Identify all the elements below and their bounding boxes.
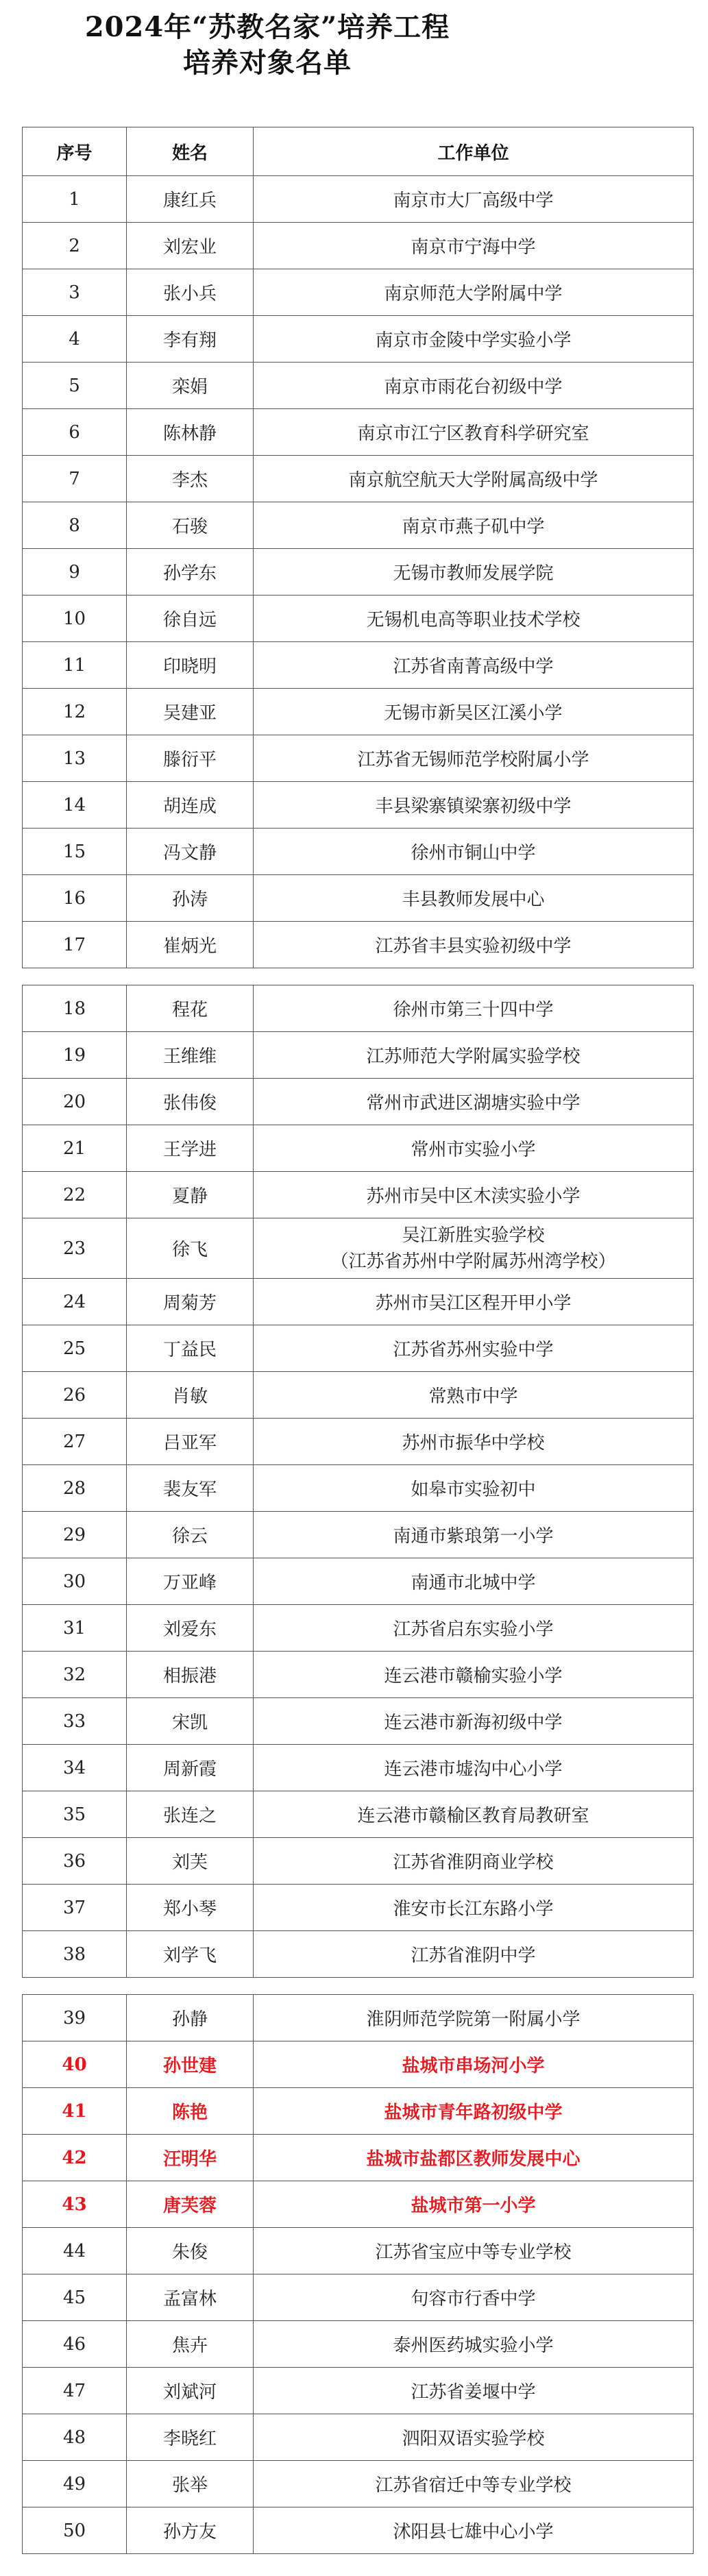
work-unit-line-1: 吴江新胜实验学校	[402, 1225, 545, 1246]
table-row	[23, 1838, 694, 1885]
table-row	[23, 409, 694, 456]
header-serial-number: 序号	[23, 127, 127, 176]
table-row	[23, 1995, 694, 2041]
cell-name: 张举	[127, 2461, 254, 2507]
cell-name: 胡连成	[127, 782, 254, 829]
cell-name: 陈林静	[127, 409, 254, 456]
table-row	[23, 502, 694, 549]
cell-name: 焦卉	[127, 2321, 254, 2368]
cell-name: 夏静	[127, 1172, 254, 1218]
cell-name: 李有翔	[127, 316, 254, 363]
table-row	[23, 2228, 694, 2274]
cell-work-unit: 沭阳县七雄中心小学	[254, 2507, 694, 2554]
table-row	[23, 1465, 694, 1512]
cell-work-unit: 句容市行香中学	[254, 2274, 694, 2321]
cell-serial-number: 39	[23, 1995, 127, 2041]
cell-name: 康红兵	[127, 176, 254, 223]
page-subtitle: 培养对象名单	[183, 47, 352, 79]
cell-name: 肖敏	[127, 1372, 254, 1419]
cell-serial-number: 46	[23, 2321, 127, 2368]
cell-name: 崔炳光	[127, 922, 254, 968]
cell-name: 陈艳	[127, 2088, 254, 2135]
roster-table-part-1	[22, 127, 694, 968]
page-title: 2024年“苏教名家”培养工程	[84, 11, 450, 43]
table-row	[23, 1791, 694, 1838]
roster-table-part-3	[22, 1994, 694, 2554]
cell-name: 孙世建	[127, 2041, 254, 2088]
table-row	[23, 1372, 694, 1419]
table-row	[23, 2041, 694, 2088]
table-row	[23, 1931, 694, 1978]
cell-name: 万亚峰	[127, 1558, 254, 1605]
cell-work-unit: 南京市大厂高级中学	[254, 176, 694, 223]
cell-serial-number: 16	[23, 875, 127, 922]
cell-work-unit: 盐城市第一小学	[254, 2181, 694, 2228]
table-row	[23, 689, 694, 735]
cell-serial-number: 40	[23, 2041, 127, 2088]
cell-work-unit: 苏州市振华中学校	[254, 1419, 694, 1465]
cell-work-unit: 常州市武进区湖塘实验中学	[254, 1079, 694, 1125]
cell-name: 宋凯	[127, 1698, 254, 1745]
table-row	[23, 2274, 694, 2321]
cell-serial-number: 19	[23, 1032, 127, 1079]
table-row	[23, 2321, 694, 2368]
cell-serial-number: 45	[23, 2274, 127, 2321]
cell-work-unit	[254, 1218, 694, 1279]
cell-work-unit: 苏州市吴中区木渎实验小学	[254, 1172, 694, 1218]
cell-work-unit: 南京市江宁区教育科学研究室	[254, 409, 694, 456]
cell-serial-number: 44	[23, 2228, 127, 2274]
work-unit-line-2: （江苏省苏州中学附属苏州湾学校）	[330, 1251, 616, 1272]
cell-name: 程花	[127, 985, 254, 1032]
cell-name: 孟富林	[127, 2274, 254, 2321]
cell-serial-number: 34	[23, 1745, 127, 1791]
cell-serial-number: 26	[23, 1372, 127, 1419]
header-work-unit: 工作单位	[254, 127, 694, 176]
table-row	[23, 2368, 694, 2414]
table-header-row	[23, 127, 694, 176]
cell-work-unit: 徐州市铜山中学	[254, 829, 694, 875]
cell-serial-number: 43	[23, 2181, 127, 2228]
cell-work-unit: 盐城市盐都区教师发展中心	[254, 2135, 694, 2181]
cell-serial-number: 12	[23, 689, 127, 735]
cell-work-unit: 淮安市长江东路小学	[254, 1885, 694, 1931]
cell-work-unit: 南通市北城中学	[254, 1558, 694, 1605]
table-row	[23, 223, 694, 269]
cell-serial-number: 14	[23, 782, 127, 829]
cell-name: 张伟俊	[127, 1079, 254, 1125]
cell-serial-number: 1	[23, 176, 127, 223]
table-row	[23, 1325, 694, 1372]
cell-name: 刘爱东	[127, 1605, 254, 1652]
cell-name: 印晓明	[127, 642, 254, 689]
cell-name: 朱俊	[127, 2228, 254, 2274]
cell-serial-number: 28	[23, 1465, 127, 1512]
cell-name: 徐云	[127, 1512, 254, 1558]
cell-name: 裴友军	[127, 1465, 254, 1512]
cell-serial-number: 18	[23, 985, 127, 1032]
cell-work-unit: 无锡机电高等职业技术学校	[254, 596, 694, 642]
roster-table-part-2	[22, 985, 694, 1978]
table-row	[23, 1885, 694, 1931]
table-row	[23, 549, 694, 596]
cell-serial-number: 13	[23, 735, 127, 782]
cell-serial-number: 29	[23, 1512, 127, 1558]
cell-serial-number: 41	[23, 2088, 127, 2135]
cell-name: 孙静	[127, 1995, 254, 2041]
cell-work-unit: 南京市金陵中学实验小学	[254, 316, 694, 363]
cell-name: 刘学飞	[127, 1931, 254, 1978]
cell-name: 吴建亚	[127, 689, 254, 735]
cell-serial-number: 4	[23, 316, 127, 363]
cell-serial-number: 49	[23, 2461, 127, 2507]
cell-serial-number: 32	[23, 1652, 127, 1698]
cell-work-unit: 盐城市青年路初级中学	[254, 2088, 694, 2135]
cell-name: 孙方友	[127, 2507, 254, 2554]
cell-work-unit: 丰县梁寨镇梁寨初级中学	[254, 782, 694, 829]
cell-work-unit: 江苏省宝应中等专业学校	[254, 2228, 694, 2274]
cell-serial-number: 35	[23, 1791, 127, 1838]
cell-serial-number: 17	[23, 922, 127, 968]
cell-serial-number: 20	[23, 1079, 127, 1125]
cell-serial-number: 27	[23, 1419, 127, 1465]
cell-name: 冯文静	[127, 829, 254, 875]
cell-work-unit: 泗阳双语实验学校	[254, 2414, 694, 2461]
cell-serial-number: 42	[23, 2135, 127, 2181]
table-row	[23, 1125, 694, 1172]
table-row	[23, 1558, 694, 1605]
table-row	[23, 875, 694, 922]
cell-serial-number: 10	[23, 596, 127, 642]
table-row	[23, 1419, 694, 1465]
table-row	[23, 1605, 694, 1652]
table-row	[23, 985, 694, 1032]
cell-work-unit: 常熟市中学	[254, 1372, 694, 1419]
cell-work-unit: 苏州市吴江区程开甲小学	[254, 1279, 694, 1325]
cell-work-unit: 江苏省丰县实验初级中学	[254, 922, 694, 968]
cell-work-unit: 南京市雨花台初级中学	[254, 363, 694, 409]
cell-work-unit: 南京师范大学附属中学	[254, 269, 694, 316]
table-row	[23, 2135, 694, 2181]
cell-work-unit: 江苏省宿迁中等专业学校	[254, 2461, 694, 2507]
cell-work-unit: 无锡市新吴区江溪小学	[254, 689, 694, 735]
cell-work-unit: 丰县教师发展中心	[254, 875, 694, 922]
cell-work-unit: 徐州市第三十四中学	[254, 985, 694, 1032]
table-row	[23, 782, 694, 829]
cell-serial-number: 22	[23, 1172, 127, 1218]
table-row	[23, 2507, 694, 2554]
cell-serial-number: 31	[23, 1605, 127, 1652]
table-row	[23, 1032, 694, 1079]
table-row	[23, 2088, 694, 2135]
cell-name: 徐自远	[127, 596, 254, 642]
table-row	[23, 2181, 694, 2228]
cell-name: 张连之	[127, 1791, 254, 1838]
cell-work-unit: 连云港市赣榆实验小学	[254, 1652, 694, 1698]
cell-serial-number: 47	[23, 2368, 127, 2414]
cell-name: 吕亚军	[127, 1419, 254, 1465]
table-row	[23, 316, 694, 363]
table-row	[23, 1279, 694, 1325]
header-name: 姓名	[127, 127, 254, 176]
table-row	[23, 269, 694, 316]
cell-serial-number: 37	[23, 1885, 127, 1931]
cell-name: 刘斌河	[127, 2368, 254, 2414]
cell-serial-number: 23	[23, 1218, 127, 1279]
cell-serial-number: 50	[23, 2507, 127, 2554]
cell-work-unit: 江苏省淮阴商业学校	[254, 1838, 694, 1885]
table-row	[23, 1218, 694, 1279]
cell-serial-number: 6	[23, 409, 127, 456]
cell-serial-number: 38	[23, 1931, 127, 1978]
cell-work-unit: 淮阴师范学院第一附属小学	[254, 1995, 694, 2041]
cell-work-unit: 常州市实验小学	[254, 1125, 694, 1172]
cell-work-unit: 江苏省南菁高级中学	[254, 642, 694, 689]
cell-serial-number: 15	[23, 829, 127, 875]
cell-serial-number: 7	[23, 456, 127, 502]
table-row	[23, 456, 694, 502]
table-row	[23, 596, 694, 642]
cell-serial-number: 2	[23, 223, 127, 269]
cell-name: 石骏	[127, 502, 254, 549]
cell-serial-number: 11	[23, 642, 127, 689]
cell-name: 滕衍平	[127, 735, 254, 782]
cell-serial-number: 24	[23, 1279, 127, 1325]
table-row	[23, 922, 694, 968]
table-row	[23, 1745, 694, 1791]
cell-work-unit: 江苏省淮阴中学	[254, 1931, 694, 1978]
cell-name: 周新霞	[127, 1745, 254, 1791]
cell-serial-number: 30	[23, 1558, 127, 1605]
cell-name: 徐飞	[127, 1218, 254, 1279]
table-row	[23, 1652, 694, 1698]
cell-serial-number: 25	[23, 1325, 127, 1372]
cell-work-unit: 南通市紫琅第一小学	[254, 1512, 694, 1558]
table-row	[23, 363, 694, 409]
cell-name: 丁益民	[127, 1325, 254, 1372]
table-row	[23, 1512, 694, 1558]
table-row	[23, 2414, 694, 2461]
cell-name: 周菊芳	[127, 1279, 254, 1325]
cell-work-unit: 连云港市墟沟中心小学	[254, 1745, 694, 1791]
cell-name: 刘芙	[127, 1838, 254, 1885]
cell-name: 相振港	[127, 1652, 254, 1698]
cell-name: 郑小琴	[127, 1885, 254, 1931]
cell-work-unit: 无锡市教师发展学院	[254, 549, 694, 596]
cell-work-unit: 江苏师范大学附属实验学校	[254, 1032, 694, 1079]
cell-work-unit: 南京市燕子矶中学	[254, 502, 694, 549]
table-row	[23, 1079, 694, 1125]
cell-name: 王维维	[127, 1032, 254, 1079]
cell-work-unit: 江苏省姜堰中学	[254, 2368, 694, 2414]
cell-serial-number: 5	[23, 363, 127, 409]
cell-serial-number: 36	[23, 1838, 127, 1885]
cell-name: 汪明华	[127, 2135, 254, 2181]
cell-name: 李杰	[127, 456, 254, 502]
table-row	[23, 1172, 694, 1218]
table-row	[23, 642, 694, 689]
cell-name: 刘宏业	[127, 223, 254, 269]
cell-name: 张小兵	[127, 269, 254, 316]
table-row	[23, 1698, 694, 1745]
table-row	[23, 735, 694, 782]
cell-work-unit: 盐城市串场河小学	[254, 2041, 694, 2088]
cell-serial-number: 8	[23, 502, 127, 549]
table-row	[23, 2461, 694, 2507]
cell-work-unit: 连云港市新海初级中学	[254, 1698, 694, 1745]
cell-work-unit: 如皋市实验初中	[254, 1465, 694, 1512]
cell-serial-number: 21	[23, 1125, 127, 1172]
cell-work-unit: 江苏省无锡师范学校附属小学	[254, 735, 694, 782]
cell-work-unit: 南京航空航天大学附属高级中学	[254, 456, 694, 502]
cell-serial-number: 3	[23, 269, 127, 316]
cell-name: 栾娟	[127, 363, 254, 409]
table-row	[23, 829, 694, 875]
cell-serial-number: 33	[23, 1698, 127, 1745]
cell-name: 王学进	[127, 1125, 254, 1172]
cell-work-unit: 连云港市赣榆区教育局教研室	[254, 1791, 694, 1838]
cell-work-unit: 泰州医药城实验小学	[254, 2321, 694, 2368]
cell-work-unit: 南京市宁海中学	[254, 223, 694, 269]
table-row	[23, 176, 694, 223]
cell-name: 唐芙蓉	[127, 2181, 254, 2228]
cell-name: 孙学东	[127, 549, 254, 596]
cell-name: 李晓红	[127, 2414, 254, 2461]
cell-work-unit: 江苏省苏州实验中学	[254, 1325, 694, 1372]
cell-work-unit: 江苏省启东实验小学	[254, 1605, 694, 1652]
cell-name: 孙涛	[127, 875, 254, 922]
cell-serial-number: 48	[23, 2414, 127, 2461]
cell-serial-number: 9	[23, 549, 127, 596]
